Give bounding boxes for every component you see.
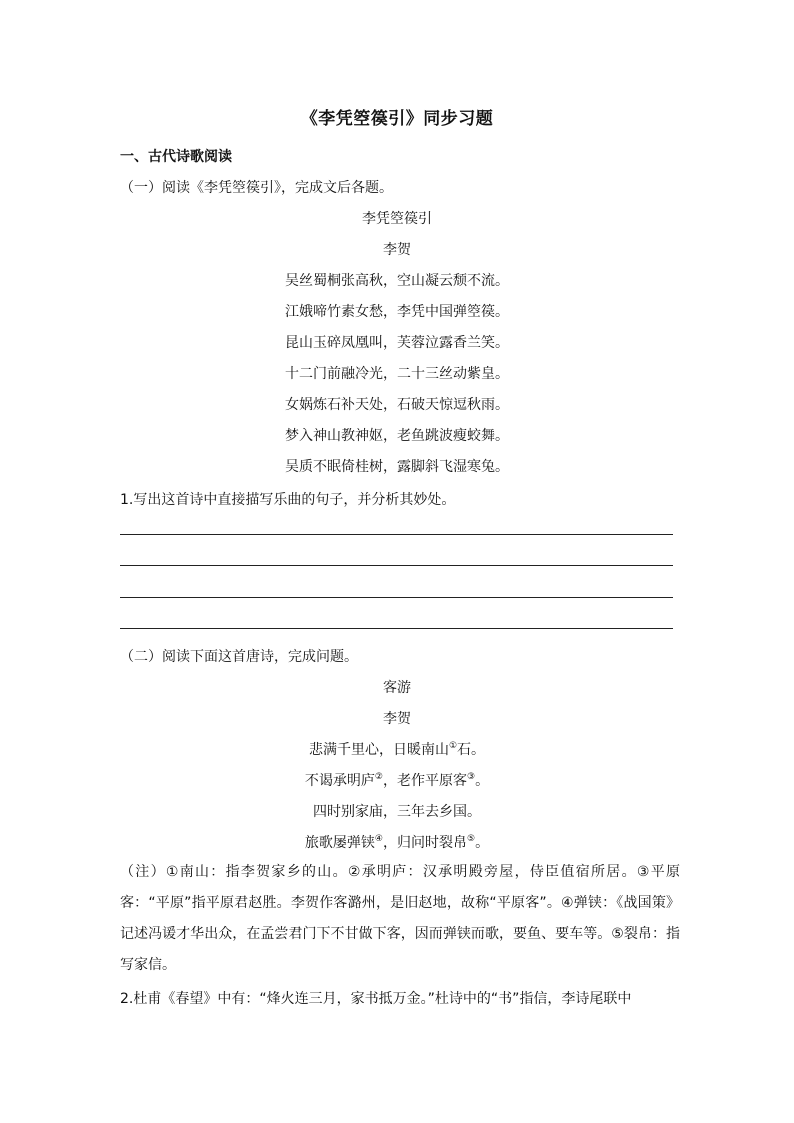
- part1-instruction: （一）阅读《李凭箜篌引》，完成文后各题。: [120, 180, 393, 196]
- poem1-line: 吴质不眠倚桂树，露脚斜飞湿寒兔。: [285, 459, 509, 475]
- poem1-line: 昆山玉碎凤凰叫，芙蓉泣露香兰笑。: [285, 335, 509, 351]
- note-marker: ④: [374, 834, 383, 844]
- question-2: 2.杜甫《春望》中有：“烽火连三月，家书抵万金。”杜诗中的“书”指信，李诗尾联中: [120, 991, 632, 1007]
- section-heading: 一、古代诗歌阅读: [120, 149, 232, 165]
- poem1-line: 十二门前融冷光，二十三丝动紫皇。: [285, 366, 509, 382]
- answer-line[interactable]: [120, 597, 673, 598]
- poem2-line: 四时别家庙，三年去乡国。: [313, 804, 481, 820]
- poem1-title: 李凭箜篌引: [362, 211, 432, 227]
- poem2-line: 不谒承明庐②，老作平原客③。: [304, 772, 490, 789]
- poem1-line: 女娲炼石补天处，石破天惊逗秋雨。: [285, 397, 509, 413]
- poem2-line: 悲满千里心，日暖南山①石。: [308, 741, 486, 758]
- note-marker: ②: [374, 772, 383, 782]
- note-marker: ①: [448, 741, 458, 751]
- question-1: 1.写出这首诗中直接描写乐曲的句子，并分析其妙处。: [120, 492, 456, 508]
- note-marker: ③: [467, 772, 476, 782]
- note-marker: ⑤: [467, 834, 476, 844]
- poem1-author: 李贺: [383, 242, 411, 258]
- document-title: 《李凭箜篌引》同步习题: [300, 109, 494, 129]
- poem1-line: 吴丝蜀桐张高秋，空山凝云颓不流。: [285, 273, 509, 289]
- answer-line[interactable]: [120, 565, 673, 566]
- poem2-title: 客游: [383, 680, 411, 696]
- poem1-line: 梦入神山教神妪，老鱼跳波瘦蛟舞。: [285, 428, 509, 444]
- answer-line[interactable]: [120, 534, 673, 535]
- answer-line[interactable]: [120, 628, 673, 629]
- part2-instruction: （二）阅读下面这首唐诗，完成问题。: [120, 649, 358, 665]
- poem1-line: 江娥啼竹素女愁，李凭中国弹箜篌。: [285, 304, 509, 320]
- poem2-annotation: （注）①南山：指李贺家乡的山。②承明庐：汉承明殿旁屋，侍臣值宿所居。③平原客：“平原”指平原君赵胜。李贺作客潞州，是旧赵地，故称“平原客”。④弹铗：《战国策》记述冯谖才华出众，在孟尝君门下不甘做下客，因而弹铗而歌，要鱼、要车等。⑤裂帛：指写家信。: [120, 864, 680, 973]
- poem2-author: 李贺: [383, 711, 411, 727]
- poem2-line: 旅歌屡弹铗④，归问时裂帛⑤。: [304, 834, 490, 851]
